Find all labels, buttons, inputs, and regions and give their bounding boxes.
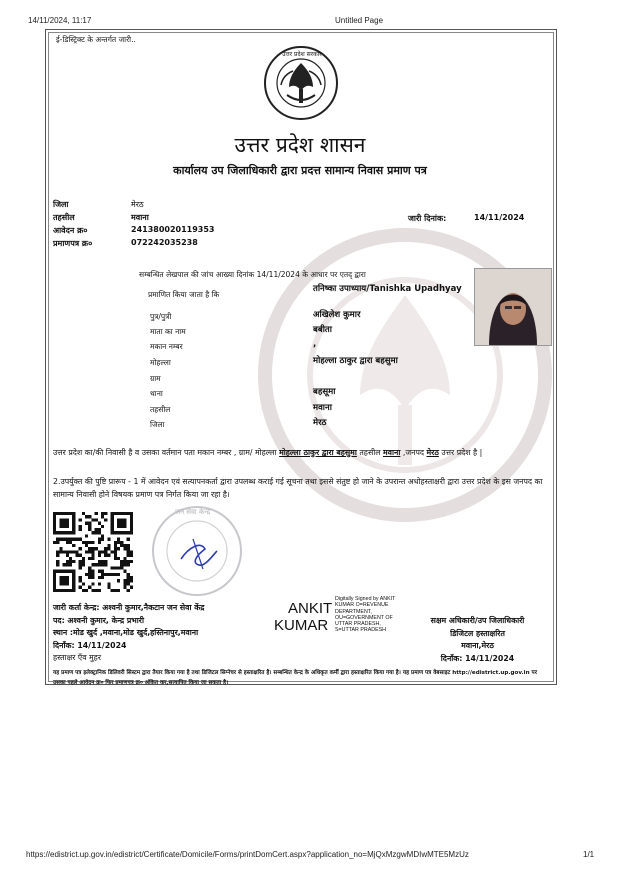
authority-date: दिनाँक: 14/11/2024 [440,653,515,663]
sig-line: OU=GOVERNMENT OF [335,614,393,621]
certify-line: प्रमाणित किया जाता है कि [148,290,220,299]
jan-seva-kendra-stamp [143,503,251,598]
applicant-name: तनिष्का उपाध्याय/Tanishka Upadhyay [313,284,462,294]
footer-note: यह प्रमाण पत्र इलेक्ट्रानिक डिलिवरी सिस्टम द्वारा तैयार किया गया है तथा डिजिटल सिग्नेचर से हस्ताक्षरित है। सम्बन्धित केन्द्र के अधिकृत कर्मी द्वारा हस्ताक्षरित किया गया है। यह प्रमाण पत्र वेबसाइट http://edistrict.up.gov.in पर उसका पहले आवेदन क्र० फिर प्रमाणपत्र क्र० अंकित कर,सत्यापित किया जा सकता है। [53,670,537,686]
issuer-place: स्थान :मोड खुर्द ,मवाना,मोड खुर्द,हस्तिनापुर,मवाना [53,628,199,637]
sig-details [335,596,395,634]
detail-label-district: जिला [150,420,165,429]
confirmation-paragraph: 2.उपर्युक्त की पुष्टि प्रारूप - 1 में आवेदन एवं सत्यापनकर्ता द्वारा उपलब्ध कराई गई सूचना तथा इससे संतुष्ट हो जाने के उपरान्त अधोहस्ताक्षरी द्वारा उत्तर प्रदेश के इस जनपद का सामान्य निवासी होने विषयक प्रमाण पत्र निर्गत किया जा रहा है। [53,477,543,499]
meta-label-application: आवेदन क्र० [53,226,88,235]
authority-title: सक्षम अधिकारी/उप जिलाधिकारी [430,616,525,625]
para1-text-c: तहसील [356,448,383,457]
sig-line: UTTAR PRADESH, [335,621,381,628]
print-footer-url: https://edistrict.up.gov.in/edistrict/Certificate/Domicile/Forms/printDomCert.aspx?application_no=MjQxMzgwMDIwMTE5MzUz [26,850,469,859]
sig-name-2: KUMAR [274,617,329,634]
detail-label-police-station: थाना [150,389,163,398]
para1-text-g: उत्तर प्रदेश है | [438,448,483,457]
detail-label-mohalla: मोहल्ला [150,358,171,367]
detail-label-tehsil: तहसील [150,405,171,414]
meta-label-certificate: प्रमाणपत्र क्र० [53,239,93,248]
detail-value-tehsil: मवाना [313,403,332,413]
meta-value-tehsil: मवाना [131,213,149,222]
para1-tehsil: मवाना [383,448,401,457]
intro-line: सम्बन्धित लेखपाल की जांच आख्या दिनांक 14/11/2024 के आधार पर एतद् द्वारा [139,270,366,279]
print-datetime: 14/11/2024, 11:17 [28,16,92,25]
issue-date-label: जारी दिनांक: [408,214,447,223]
detail-value-parent: अखिलेश कुमार [313,310,361,320]
stamp-text: जन सेवा केन्द्र [175,508,211,516]
sig-name-1: ANKIT [288,600,333,617]
meta-value-application: 241380020119353 [131,225,215,234]
residence-paragraph [53,446,543,459]
authority-block [405,615,550,665]
page-title: उत्तर प्रदेश शासन [234,133,366,157]
detail-label-mother: माता का नाम [150,327,186,336]
detail-value-mohalla: मोहल्ला ठाकुर द्वारा बहसुमा [313,356,398,366]
print-page-count: 1/1 [583,850,595,859]
detail-value-district: मेरठ [313,418,327,428]
sig-line: DEPARTMENT, [335,608,372,615]
detail-label-village: ग्राम [150,374,161,383]
sig-line: S=UTTAR PRADESH [335,627,386,634]
detail-value-house: , [313,339,317,349]
print-page-title: Untitled Page [335,16,384,25]
detail-value-mother: बबीता [313,325,332,335]
emblem-text: उत्तर प्रदेश सरकार [282,51,322,58]
meta-value-certificate: 072242035238 [131,238,198,247]
para1-district: मेरठ [426,448,439,457]
issuer-center: जारी कर्ता केन्द्र: अश्वनी कुमार,नैकटान जन सेवा केंद्र [53,603,205,612]
sig-line: Digitally Signed by ANKIT [335,596,396,602]
detail-label-house: मकान नम्बर [150,342,183,351]
para1-text-e: ,जनपद [400,448,427,457]
meta-label-tehsil: तहसील [53,213,75,222]
para1-mohalla: मोहल्ला ठाकुर द्वारा बहसुमा [279,448,357,457]
sig-line: KUMAR O=REVENUE [335,602,389,609]
issuer-date: दिनाँक: 14/11/2024 [53,640,127,650]
page-subtitle: कार्यालय उप जिलाधिकारी द्वारा प्रदत्त सामान्य निवास प्रमाण पत्र [173,164,427,177]
issue-date: 14/11/2024 [474,213,525,222]
para1-text-a: उत्तर प्रदेश का/की निवासी है व उसका वर्तमान पता मकान नम्बर , ग्राम/ मोहल्ला [53,448,280,457]
meta-value-district: मेरठ [131,200,144,209]
digital-signature [288,600,332,617]
issuer-block [53,602,204,665]
authority-place: मवाना,मेरठ [461,641,494,650]
top-note: ई-डिस्ट्रिक्ट के अन्तर्गत जारी.. [56,35,136,44]
detail-label-parent: पुत्र/पुत्री [150,312,172,321]
qr-code [53,512,133,592]
detail-value-police-station: बहसूमा [313,387,336,397]
issuer-post: पद: अश्वनी कुमार, केन्द्र प्रभारी [53,615,144,625]
meta-label-district: जिला [53,200,69,209]
applicant-photo [474,268,552,346]
issuer-signature-label: हस्ताक्षर एँव मुहर [53,653,102,662]
authority-digital: डिजिटल हस्ताक्षरित [450,628,505,638]
